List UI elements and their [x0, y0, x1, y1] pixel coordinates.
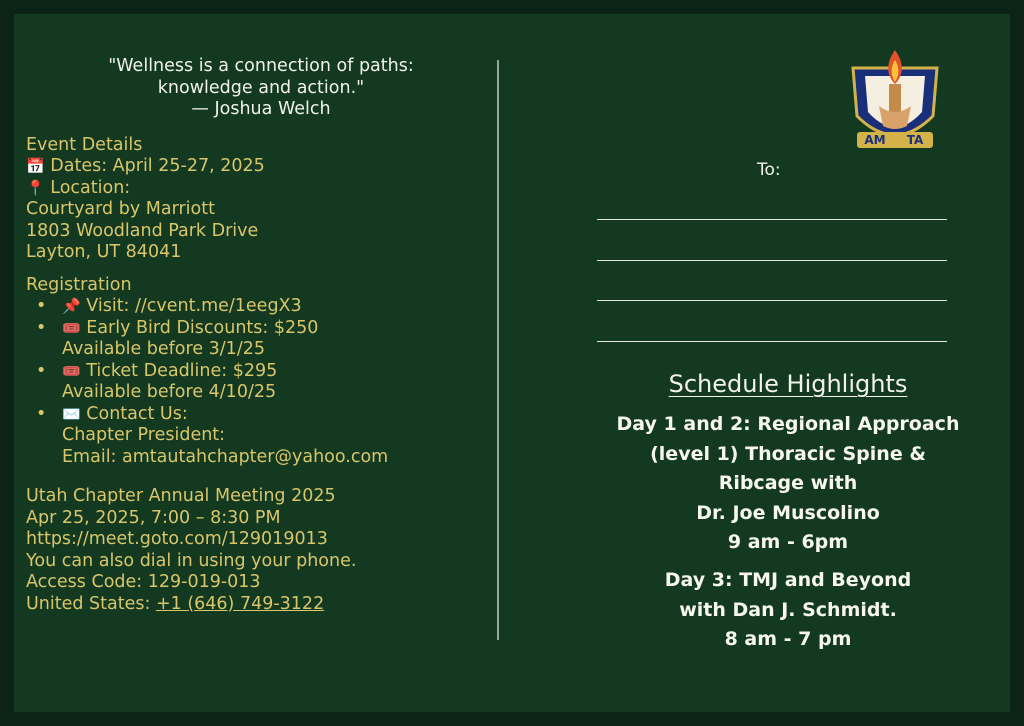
address-line-4 [597, 341, 947, 342]
president-label: Chapter President: [62, 425, 226, 445]
contact-label: Contact Us: [86, 403, 188, 424]
deadline-price: Ticket Deadline: $295 [86, 360, 278, 381]
logo-text-right: TA [906, 133, 924, 147]
schedule-title: Schedule Highlights [668, 370, 908, 398]
event-dates [26, 156, 496, 178]
address-line-3 [597, 300, 947, 301]
ticket-icon: 🎟️ [62, 361, 81, 380]
amta-logo [845, 46, 945, 156]
center-divider [497, 60, 499, 640]
day12-line: Ribcage with [718, 472, 858, 494]
quote [26, 56, 496, 121]
day-3-block [584, 566, 992, 655]
meeting-title: Utah Chapter Annual Meeting 2025 [26, 486, 336, 506]
deadline-note: Available before 4/10/25 [62, 382, 277, 402]
early-bird-note: Available before 3/1/25 [62, 339, 265, 359]
registration [26, 275, 496, 469]
address-line-1 [597, 219, 947, 220]
contact-email[interactable]: Email: amtautahchapter@yahoo.com [62, 446, 389, 467]
city: Layton, UT 84041 [26, 242, 182, 262]
day12-time: 9 am - 6pm [727, 531, 849, 553]
dates-text: Dates: April 25-27, 2025 [50, 156, 265, 176]
logo-text-left: AM [864, 133, 886, 147]
quote-line-2: knowledge and action." [157, 77, 365, 98]
day3-line: Day 3: TMJ and Beyond [664, 569, 912, 591]
list-item [62, 318, 496, 361]
venue: Courtyard by Marriott [26, 199, 215, 219]
early-bird-price: Early Bird Discounts: $250 [86, 317, 319, 338]
us-label: United States: [26, 593, 156, 614]
meeting-url[interactable]: https://meet.goto.com/129019013 [26, 529, 328, 549]
day-1-2-block [584, 410, 992, 558]
pushpin-icon: 📌 [62, 297, 81, 315]
meeting-time: Apr 25, 2025, 7:00 – 8:30 PM [26, 507, 281, 528]
calendar-icon: 📅 [26, 157, 45, 175]
list-item [62, 361, 496, 404]
day3-line: with Dan J. Schmidt. [679, 598, 897, 621]
day12-line: (level 1) Thoracic Spine & [650, 442, 926, 465]
pin-icon: 📍 [26, 178, 45, 197]
meeting [26, 486, 496, 615]
address-line-2 [597, 260, 947, 261]
registration-list [26, 296, 496, 468]
event-location [26, 178, 496, 200]
list-item [62, 296, 496, 318]
day12-line: Dr. Joe Muscolino [696, 501, 880, 524]
event-details [26, 135, 496, 264]
street: 1803 Woodland Park Drive [26, 220, 259, 241]
to-label: To: [757, 160, 781, 180]
quote-author: — Joshua Welch [191, 99, 331, 119]
visit-link[interactable]: Visit: //cvent.me/1eegX3 [86, 296, 302, 316]
event-title: Event Details [26, 134, 143, 155]
envelope-icon: ✉️ [62, 404, 81, 423]
meeting-phone-row [26, 594, 496, 616]
quote-line-1: "Wellness is a connection of paths: [108, 56, 414, 76]
meeting-dial: You can also dial in using your phone. [26, 550, 357, 571]
day12-line: Day 1 and 2: Regional Approach [616, 413, 960, 435]
phone-link[interactable]: +1 (646) 749-3122 [155, 593, 325, 614]
location-label: Location: [50, 177, 131, 198]
day3-time: 8 am - 7 pm [724, 628, 852, 650]
registration-title: Registration [26, 274, 132, 295]
list-item [62, 404, 496, 469]
ticket-icon: 🎟️ [62, 318, 81, 337]
meeting-code: Access Code: 129-019-013 [26, 572, 261, 592]
left-panel [26, 56, 496, 626]
